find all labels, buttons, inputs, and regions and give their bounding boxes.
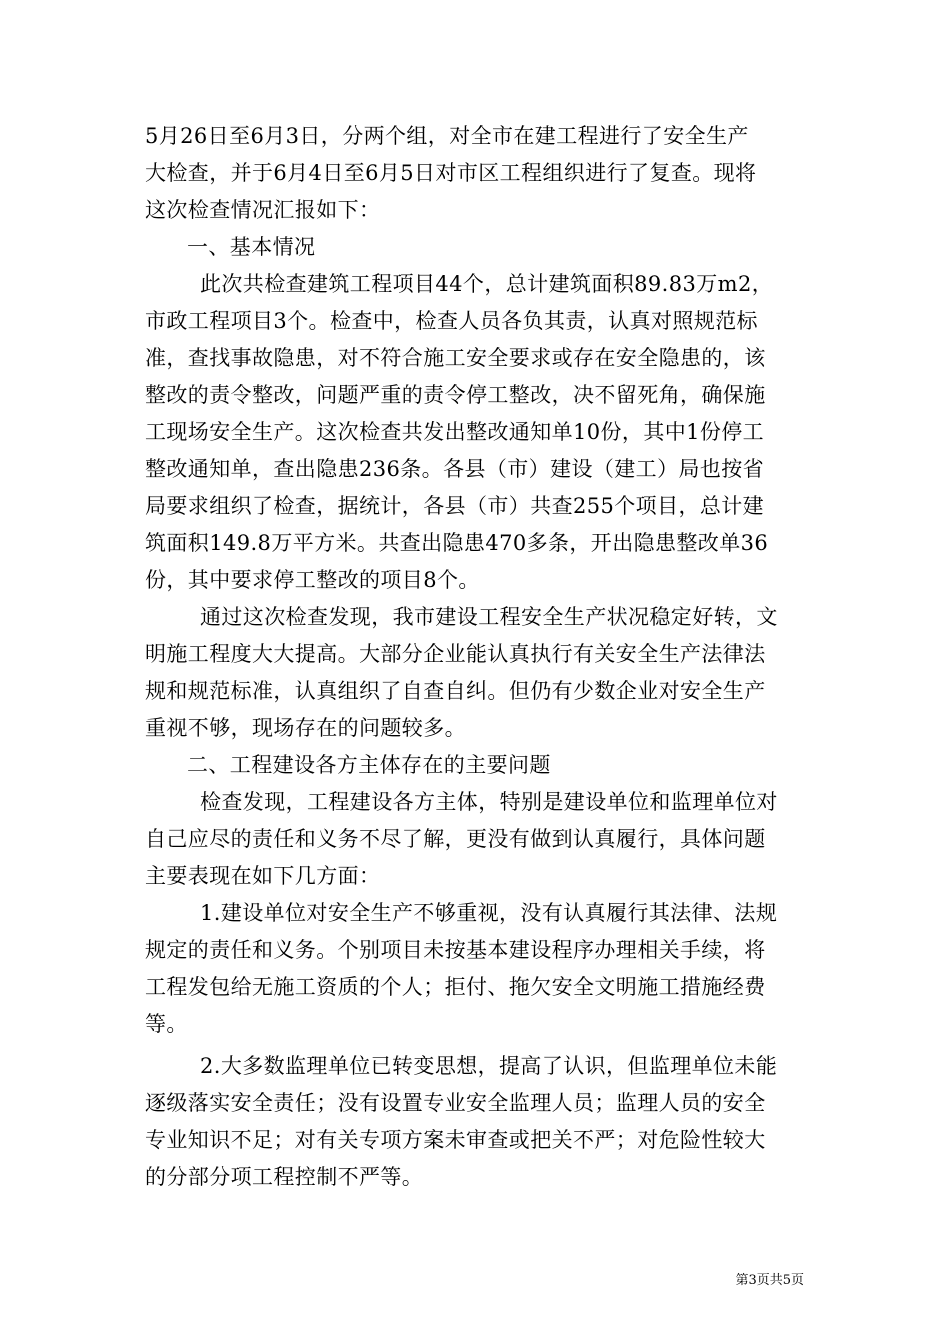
text-line: 大检查，并于6月4日至6月5日对市区工程组织进行了复查。现将 [145,161,757,185]
section-heading: 一、基本情况 [187,235,316,259]
text-line: 工程发包给无施工资质的个人；拒付、拖欠安全文明施工措施经费 [145,975,766,999]
text-line: 的分部分项工程控制不严等。 [145,1165,424,1189]
text-line: 5月26日至6月3日，分两个组，对全市在建工程进行了安全生产 [145,124,749,148]
text-line: 工现场安全生产。这次检查共发出整改通知单10份，其中1份停工 [145,420,765,444]
text-line: 份，其中要求停工整改的项目8个。 [145,568,480,592]
text-line: 通过这次检查发现，我市建设工程安全生产状况稳定好转，文 [200,605,778,629]
text-line: 准，查找事故隐患，对不符合施工安全要求或存在安全隐患的，该 [145,346,766,370]
text-line: 筑面积149.8万平方米。共查出隐患470多条，开出隐患整改单36 [145,531,769,555]
text-line: 整改的责令整改，问题严重的责令停工整改，决不留死角，确保施 [145,383,766,407]
text-line: 此次共检查建筑工程项目44个，总计建筑面积89.83万m2， [200,272,774,296]
page-number: 第3页共5页 [735,1273,804,1288]
section-heading: 二、工程建设各方主体存在的主要问题 [187,753,551,777]
text-line: 主要表现在如下几方面： [145,864,381,888]
text-line: 专业知识不足；对有关专项方案未审查或把关不严；对危险性较大 [145,1128,766,1152]
text-line: 这次检查情况汇报如下： [145,198,381,222]
text-line: 自己应尽的责任和义务不尽了解，更没有做到认真履行，具体问题 [145,827,766,851]
text-line: 重视不够，现场存在的问题较多。 [145,716,466,740]
text-line: 检查发现，工程建设各方主体，特别是建设单位和监理单位对 [200,790,778,814]
text-line: 1.建设单位对安全生产不够重视，没有认真履行其法律、法规 [200,901,778,925]
text-line: 规和规范标准，认真组织了自查自纠。但仍有少数企业对安全生产 [145,679,766,703]
text-line: 市政工程项目3个。检查中，检查人员各负其责，认真对照规范标 [145,309,758,333]
text-line: 规定的责任和义务。个别项目未按基本建设程序办理相关手续，将 [145,938,766,962]
text-line: 2.大多数监理单位已转变思想，提高了认识，但监理单位未能 [200,1054,778,1078]
text-line: 整改通知单，查出隐患236条。各县（市）建设（建工）局也按省 [145,457,765,481]
text-line: 局要求组织了检查，据统计，各县（市）共查255个项目，总计建 [145,494,765,518]
text-line: 逐级落实安全责任；没有设置专业安全监理人员；监理人员的安全 [145,1091,766,1115]
text-line: 等。 [145,1012,188,1036]
text-line: 明施工程度大大提高。大部分企业能认真执行有关安全生产法律法 [145,642,766,666]
